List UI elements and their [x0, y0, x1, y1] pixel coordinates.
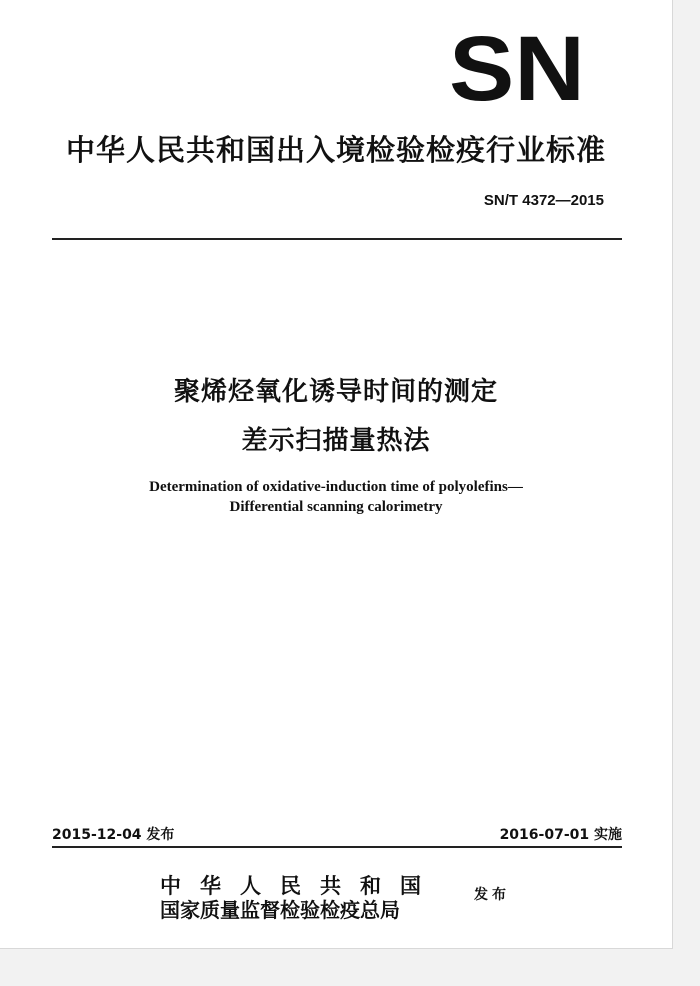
standard-category-title: 中华人民共和国出入境检验检疫行业标准 [65, 133, 606, 167]
standard-number: SN/T 4372—2015 [483, 192, 604, 209]
chinese-title-line-1: 聚烯烃氧化诱导时间的测定 [173, 377, 498, 407]
issuer-block [160, 874, 460, 922]
implementation-date: 2016-07-01 实施 [499, 827, 622, 843]
english-title-line-2: Differential scanning calorimetry [229, 499, 443, 515]
sn-logo [448, 30, 586, 106]
bottom-divider [52, 846, 622, 848]
chinese-title-line-2: 差示扫描量热法 [241, 426, 431, 456]
issue-label: 发布 [474, 887, 510, 903]
issuer-country: 中华人民共和国 [160, 873, 440, 898]
english-title-line-1: Determination of oxidative-induction time of polyolefins— [149, 479, 523, 495]
issue-date: 2015-12-04 发布 [52, 827, 175, 843]
top-divider [52, 238, 622, 240]
issuer-agency: 国家质量监督检验检疫总局 [160, 898, 400, 922]
svg-text:SN: SN [449, 30, 585, 106]
